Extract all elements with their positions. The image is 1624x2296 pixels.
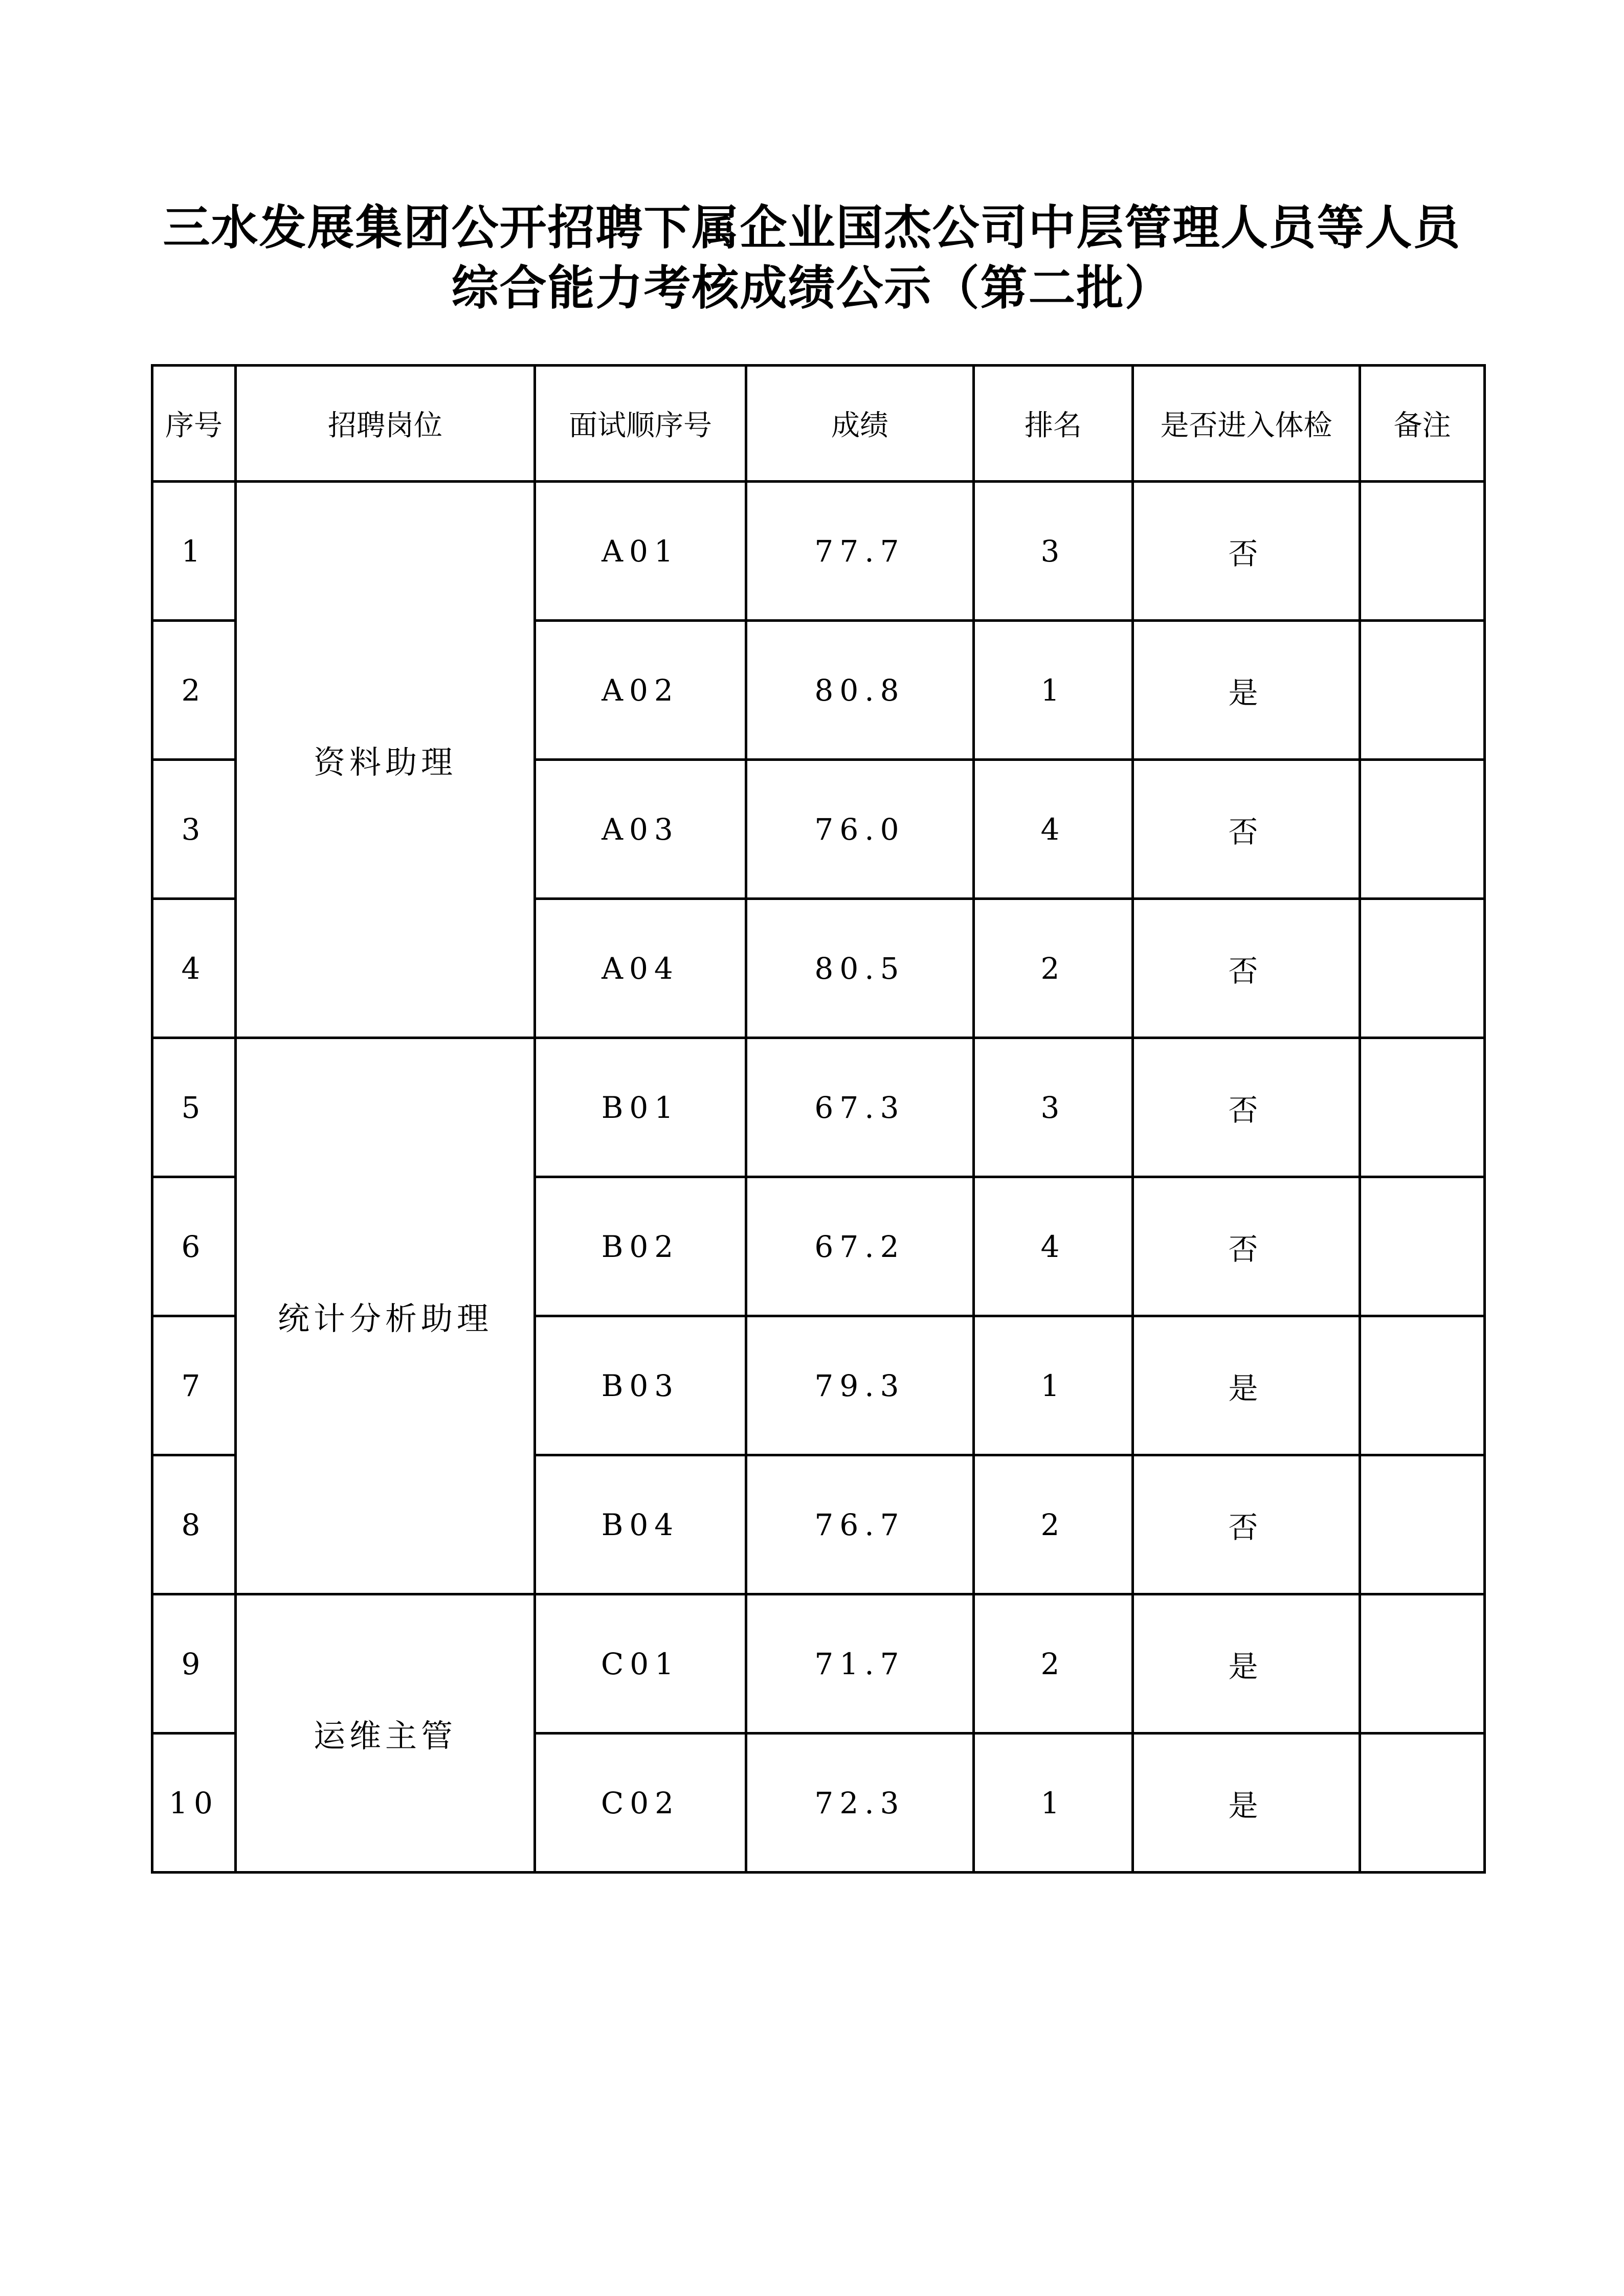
cell-physical-exam: 否 bbox=[1133, 899, 1360, 1038]
cell-seq: 6 bbox=[152, 1177, 236, 1316]
cell-remark bbox=[1360, 760, 1485, 899]
cell-rank: 2 bbox=[974, 1455, 1133, 1594]
cell-rank: 2 bbox=[974, 899, 1133, 1038]
cell-rank: 2 bbox=[974, 1594, 1133, 1734]
header-remark: 备注 bbox=[1360, 366, 1485, 482]
cell-interview-no: A04 bbox=[535, 899, 746, 1038]
cell-physical-exam: 否 bbox=[1133, 1177, 1360, 1316]
cell-seq: 9 bbox=[152, 1594, 236, 1734]
score-table bbox=[151, 364, 1486, 1874]
cell-score: 72.3 bbox=[746, 1734, 974, 1873]
cell-physical-exam: 是 bbox=[1133, 1734, 1360, 1873]
cell-physical-exam: 否 bbox=[1133, 760, 1360, 899]
cell-rank: 3 bbox=[974, 1038, 1133, 1177]
cell-rank: 4 bbox=[974, 1177, 1133, 1316]
cell-remark bbox=[1360, 1594, 1485, 1734]
cell-position: 资料助理 bbox=[236, 482, 535, 1038]
cell-interview-no: A03 bbox=[535, 760, 746, 899]
cell-seq: 7 bbox=[152, 1316, 236, 1455]
cell-score: 76.0 bbox=[746, 760, 974, 899]
table-row bbox=[152, 482, 1485, 621]
cell-physical-exam: 是 bbox=[1133, 1594, 1360, 1734]
cell-seq: 5 bbox=[152, 1038, 236, 1177]
cell-interview-no: B02 bbox=[535, 1177, 746, 1316]
cell-score: 80.8 bbox=[746, 621, 974, 760]
cell-interview-no: B01 bbox=[535, 1038, 746, 1177]
cell-interview-no: A02 bbox=[535, 621, 746, 760]
cell-remark bbox=[1360, 1734, 1485, 1873]
cell-score: 77.7 bbox=[746, 482, 974, 621]
header-row bbox=[152, 366, 1485, 482]
cell-seq: 4 bbox=[152, 899, 236, 1038]
cell-remark bbox=[1360, 899, 1485, 1038]
cell-interview-no: B03 bbox=[535, 1316, 746, 1455]
cell-rank: 1 bbox=[974, 621, 1133, 760]
cell-physical-exam: 否 bbox=[1133, 1455, 1360, 1594]
cell-seq: 2 bbox=[152, 621, 236, 760]
cell-interview-no: C01 bbox=[535, 1594, 746, 1734]
cell-remark bbox=[1360, 1316, 1485, 1455]
cell-seq: 3 bbox=[152, 760, 236, 899]
header-score: 成绩 bbox=[746, 366, 974, 482]
cell-score: 67.2 bbox=[746, 1177, 974, 1316]
cell-seq: 10 bbox=[152, 1734, 236, 1873]
cell-seq: 8 bbox=[152, 1455, 236, 1594]
cell-interview-no: B04 bbox=[535, 1455, 746, 1594]
header-seq: 序号 bbox=[152, 366, 236, 482]
cell-rank: 4 bbox=[974, 760, 1133, 899]
page-title-line2: 综合能力考核成绩公示（第二批） bbox=[451, 261, 1173, 316]
cell-rank: 3 bbox=[974, 482, 1133, 621]
cell-rank: 1 bbox=[974, 1316, 1133, 1455]
cell-interview-no: C02 bbox=[535, 1734, 746, 1873]
cell-score: 80.5 bbox=[746, 899, 974, 1038]
cell-position: 运维主管 bbox=[236, 1594, 535, 1873]
cell-remark bbox=[1360, 1455, 1485, 1594]
header-position: 招聘岗位 bbox=[236, 366, 535, 482]
cell-score: 71.7 bbox=[746, 1594, 974, 1734]
cell-position: 统计分析助理 bbox=[236, 1038, 535, 1594]
cell-score: 67.3 bbox=[746, 1038, 974, 1177]
cell-rank: 1 bbox=[974, 1734, 1133, 1873]
cell-physical-exam: 否 bbox=[1133, 482, 1360, 621]
cell-physical-exam: 否 bbox=[1133, 1038, 1360, 1177]
header-physical-exam: 是否进入体检 bbox=[1133, 366, 1360, 482]
header-rank: 排名 bbox=[974, 366, 1133, 482]
cell-score: 79.3 bbox=[746, 1316, 974, 1455]
cell-physical-exam: 是 bbox=[1133, 621, 1360, 760]
table-row bbox=[152, 1594, 1485, 1734]
cell-remark bbox=[1360, 1177, 1485, 1316]
cell-remark bbox=[1360, 1038, 1485, 1177]
cell-physical-exam: 是 bbox=[1133, 1316, 1360, 1455]
table-row bbox=[152, 1038, 1485, 1177]
header-interview-no: 面试顺序号 bbox=[535, 366, 746, 482]
cell-score: 76.7 bbox=[746, 1455, 974, 1594]
cell-interview-no: A01 bbox=[535, 482, 746, 621]
cell-seq: 1 bbox=[152, 482, 236, 621]
cell-remark bbox=[1360, 482, 1485, 621]
page-title-line1: 三水发展集团公开招聘下属企业国杰公司中层管理人员等人员 bbox=[163, 200, 1461, 255]
cell-remark bbox=[1360, 621, 1485, 760]
